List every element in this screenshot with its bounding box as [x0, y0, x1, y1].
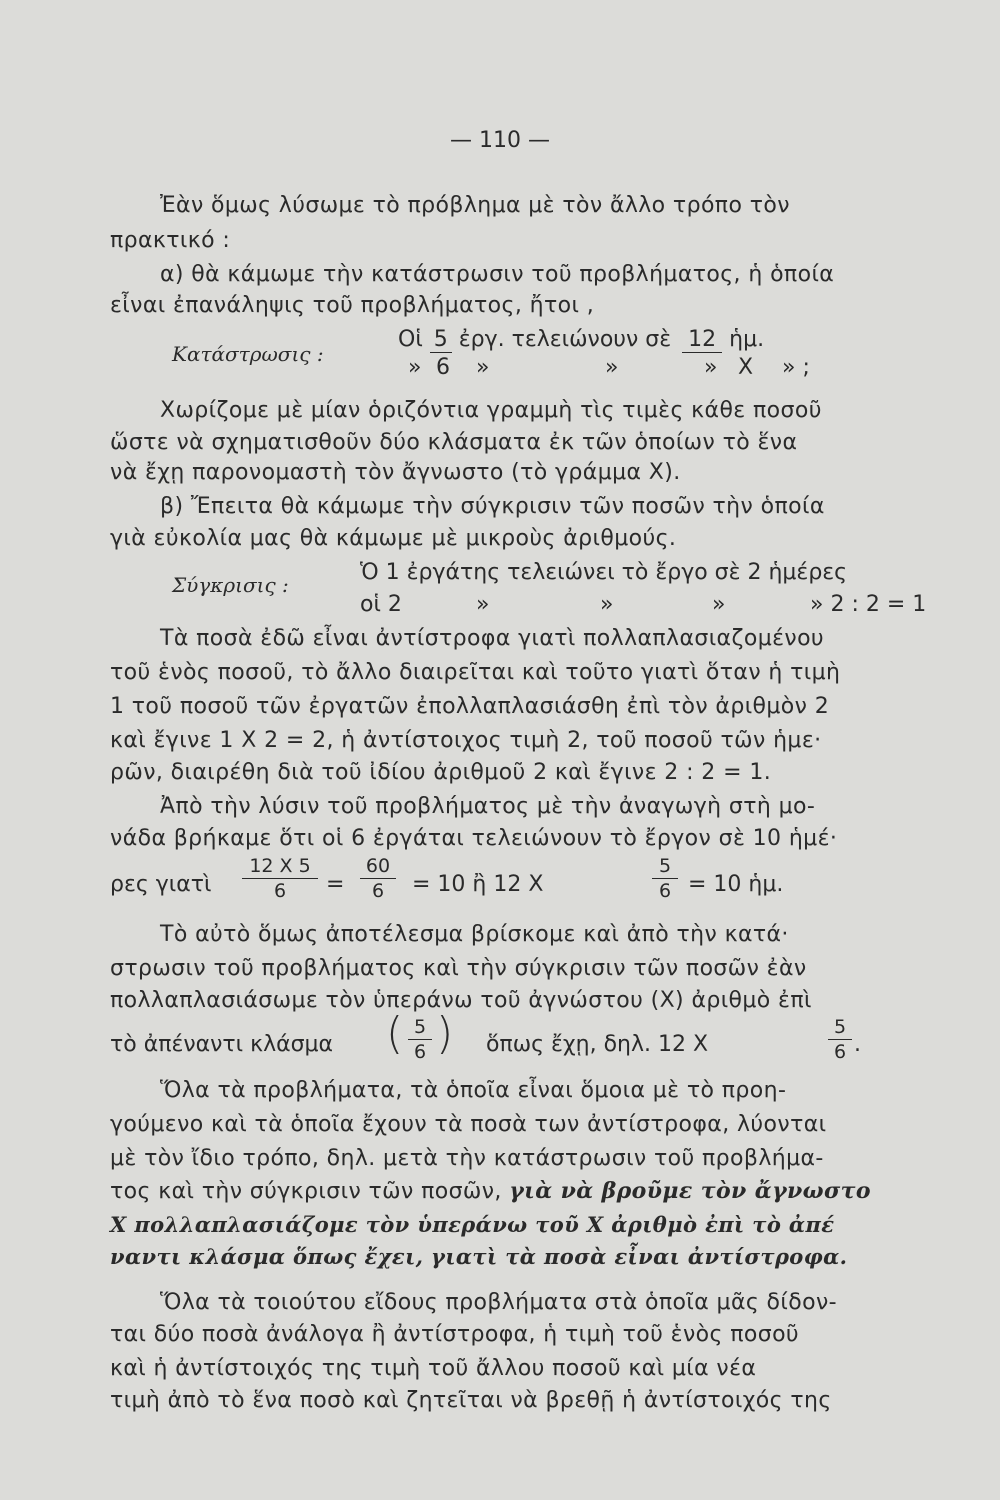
katastrosis-row1-mid: ἐργ. τελειώνουν σὲ — [458, 327, 672, 352]
katastrosis-row2-workers: 6 — [436, 355, 450, 380]
same-line-1: Τὸ αὐτὸ ὅμως ἀποτέλεσμα βρίσκομε καὶ ἀπὸ τὴν κατά· — [160, 922, 789, 947]
all-line-3: μὲ τὸν ἴδιο τρόπο, δηλ. μετὰ τὴν κατάστρωσιν τοῦ προβλήμα- — [110, 1146, 824, 1171]
same-line-3: πολλαπλασιάσωμε τὸν ὑπεράνω τοῦ ἀγνώστου (Χ) ἀριθμὸ ἐπὶ — [110, 988, 812, 1013]
fraction-1-denominator: 6 — [273, 880, 287, 902]
katastrosis-row-1 — [398, 327, 764, 353]
synkrisis-row2-end: » 2 : 2 = 1 — [810, 592, 927, 617]
same-line-2: στρωσιν τοῦ προβλήματος καὶ τὴν σύγκρισιν τῶν ποσῶν ἐὰν — [110, 956, 807, 981]
fraction-3-numerator: 5 — [658, 855, 672, 877]
intro-line-1: Ἐὰν ὅμως λύσωμε τὸ πρόβλημα μὲ τὸν ἄλλο τρόπο τὸν — [160, 193, 790, 218]
synkrisis-label: Σύγκρισις : — [172, 573, 289, 597]
close-paren: ) — [436, 1008, 454, 1059]
same-line-4-end: . — [854, 1032, 861, 1057]
unit-line-1: Ἀπὸ τὴν λύσιν τοῦ προβλήματος μὲ τὴν ἀναγωγὴ στὴ μο- — [160, 794, 816, 819]
katastrosis-row2-unknown: Χ — [738, 355, 754, 380]
step-a-line-1: α) θὰ κάμωμε τὴν κατάστρωσιν τοῦ προβλήματος, ἡ ὁποία — [160, 262, 835, 287]
last-line-2: ται δύο ποσὰ ἀνάλογα ἢ ἀντίστροφα, ἡ τιμὴ τοῦ ἑνὸς ποσοῦ — [110, 1322, 800, 1347]
split-line-1: Χωρίζομε μὲ μίαν ὁριζόντια γραμμὴ τὶς τιμὲς κάθε ποσοῦ — [160, 398, 822, 423]
katastrosis-row1-suffix: ἡμ. — [729, 327, 765, 352]
katastrosis-row1-prefix: Οἱ — [398, 327, 423, 352]
inverse-line-3: 1 τοῦ ποσοῦ τῶν ἐργατῶν ἐπολλαπλασιάσθη ἐπὶ τὸν ἀριθμὸν 2 — [110, 694, 830, 719]
synkrisis-row2-quote-3: » — [712, 592, 726, 617]
all-line-1: Ὅλα τὰ προβλήματα, τὰ ὁποῖα εἶναι ὅμοια μὲ τὸ προη- — [160, 1078, 787, 1103]
last-line-1: Ὅλα τὰ τοιούτου εἴδους προβλήματα στὰ ὁποῖα μᾶς δίδον- — [160, 1290, 838, 1315]
last-line-4: τιμὴ ἀπὸ τὸ ἕνα ποσὸ καὶ ζητεῖται νὰ βρεθῇ ἡ ἀντίστοιχός της — [110, 1388, 832, 1413]
inverse-line-2: τοῦ ἑνὸς ποσοῦ, τὸ ἄλλο διαιρεῖται καὶ τοῦτο γιατὶ ὅταν ἡ τιμὴ — [110, 660, 841, 685]
fraction-5-numerator: 5 — [833, 1016, 847, 1038]
fraction-3-denominator: 6 — [658, 880, 672, 902]
all-line-5: Χ πολλαπλασιάζομε τὸν ὑπεράνω τοῦ Χ ἀριθμὸ ἐπὶ τὸ ἀπέ — [110, 1212, 835, 1237]
synkrisis-row-1: Ὁ 1 ἐργάτης τελειώνει τὸ ἔργο σὲ 2 ἡμέρες — [360, 560, 848, 585]
last-line-3: καὶ ἡ ἀντίστοιχός της τιμὴ τοῦ ἄλλου ποσοῦ καὶ μία νέα — [110, 1356, 757, 1381]
page-number: — 110 — — [450, 128, 550, 153]
inverse-line-4: καὶ ἔγινε 1 Χ 2 = 2, ἡ ἀντίστοιχος τιμὴ 2, τοῦ ποσοῦ τῶν ἡμε· — [110, 728, 822, 753]
fraction-2-denominator: 6 — [371, 880, 385, 902]
katastrosis-row2-end: » ; — [782, 355, 810, 380]
synkrisis-row2-quote-2: » — [600, 592, 614, 617]
inverse-line-5: ρῶν, διαιρέθη διὰ τοῦ ἰδίου ἀριθμοῦ 2 καὶ ἔγινε 2 : 2 = 1. — [110, 760, 772, 785]
inverse-line-1: Τὰ ποσὰ ἐδῶ εἶναι ἀντίστροφα γιατὶ πολλαπλασιαζομένου — [160, 626, 825, 651]
fraction-5-over-6-b — [408, 1016, 432, 1063]
katastrosis-row2-quote-1: » — [408, 355, 422, 380]
katastrosis-row2-quote-4: » — [704, 355, 718, 380]
unit-equals-1: = — [326, 872, 345, 897]
unit-line-3-prefix: ρες γιατὶ — [110, 872, 212, 897]
same-line-4-prefix: τὸ ἀπέναντι κλάσμα — [110, 1032, 334, 1057]
fraction-2-numerator: 60 — [365, 855, 391, 877]
intro-line-2: πρακτικό : — [110, 228, 231, 253]
katastrosis-row1-workers: 5 — [430, 327, 452, 353]
fraction-1-numerator: 12 Χ 5 — [249, 855, 311, 877]
all-line-6: ναντι κλάσμα ὅπως ἔχει, γιατὶ τὰ ποσὰ εἶναι ἀντίστροφα. — [110, 1244, 848, 1269]
fraction-60-over-6 — [360, 855, 396, 902]
split-line-3: νὰ ἔχῃ παρονομαστὴ τὸν ἄγνωστο (τὸ γράμμα Χ). — [110, 460, 681, 485]
step-b-line-2: γιὰ εὐκολία μας θὰ κάμωμε μὲ μικροὺς ἀριθμούς. — [110, 526, 677, 551]
unit-line-2: νάδα βρήκαμε ὅτι οἱ 6 ἐργάται τελειώνουν τὸ ἔργον σὲ 10 ἡμέ· — [110, 826, 838, 851]
fraction-5-denominator: 6 — [833, 1041, 847, 1063]
fraction-5-over-6-c — [828, 1016, 852, 1063]
fraction-5-over-6-a — [652, 855, 678, 902]
fraction-12x5-over-6 — [242, 855, 318, 902]
synkrisis-row2-quote-1: » — [476, 592, 490, 617]
fraction-4-numerator: 5 — [413, 1016, 427, 1038]
fraction-4-denominator: 6 — [413, 1041, 427, 1063]
same-line-4-mid: ὅπως ἔχῃ, δηλ. 12 Χ — [486, 1032, 709, 1057]
step-a-line-2: εἶναι ἐπανάληψις τοῦ προβλήματος, ἤτοι , — [110, 293, 595, 318]
split-line-2: ὥστε νὰ σχηματισθοῦν δύο κλάσματα ἐκ τῶν ὁποίων τὸ ἕνα — [110, 430, 798, 455]
synkrisis-row2-prefix: οἱ 2 — [360, 592, 402, 617]
unit-equals-2: = 10 ἢ 12 Χ — [412, 872, 544, 897]
step-b-line-1: β) Ἔπειτα θὰ κάμωμε τὴν σύγκρισιν τῶν ποσῶν τὴν ὁποία — [160, 494, 825, 519]
open-paren: ( — [386, 1008, 404, 1059]
katastrosis-row1-days: 12 — [682, 327, 722, 353]
all-line-4-emphasis: γιὰ νὰ βροῦμε τὸν ἄγνωστο — [509, 1178, 871, 1204]
katastrosis-row2-quote-2: » — [476, 355, 490, 380]
all-line-4 — [110, 1178, 980, 1204]
unit-equals-3: = 10 ἡμ. — [688, 872, 784, 897]
all-line-2: γούμενο καὶ τὰ ὁποῖα ἔχουν τὰ ποσὰ των ἀντίστροφα, λύονται — [110, 1112, 827, 1137]
katastrosis-row2-quote-3: » — [605, 355, 619, 380]
katastrosis-label: Κατάστρωσις : — [172, 342, 324, 366]
all-line-4-plain: τος καὶ τὴν σύγκρισιν τῶν ποσῶν, — [110, 1179, 502, 1204]
